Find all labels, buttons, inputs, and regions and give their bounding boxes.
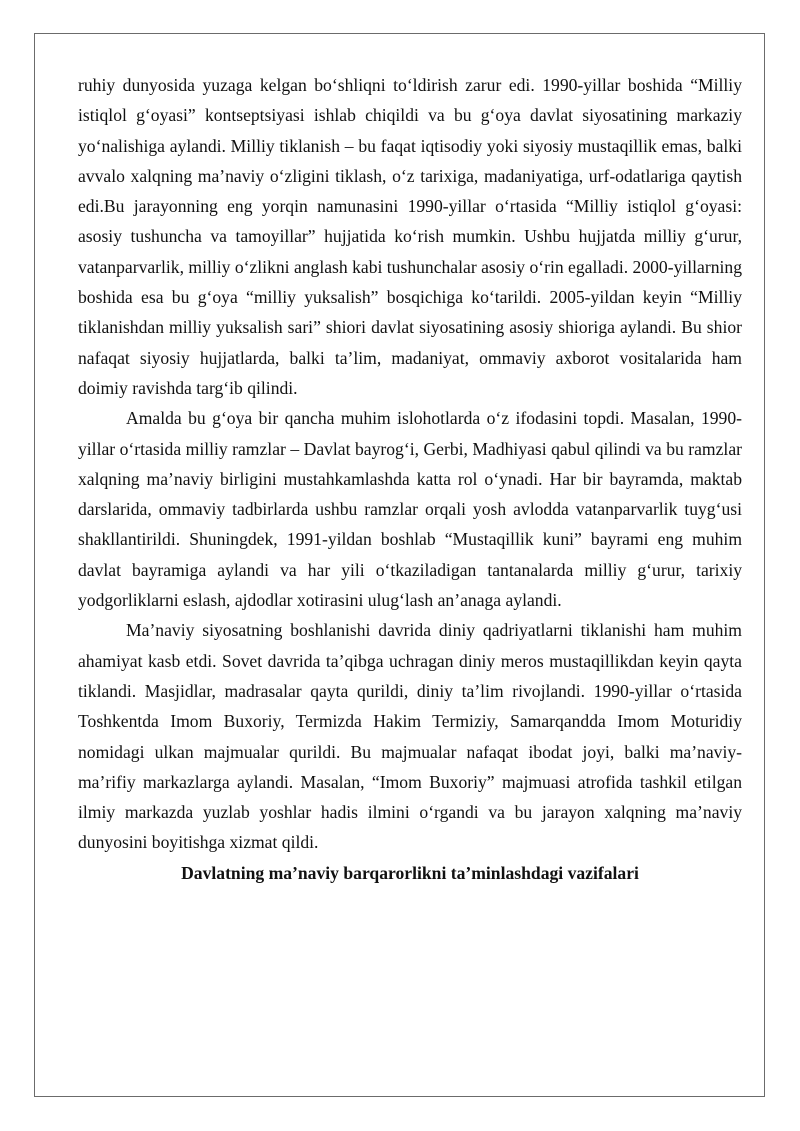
paragraph-national-symbols: Amalda bu g‘oya bir qancha muhim islohotlarda o‘z ifodasini topdi. Masalan, 1990-yillar o‘rtasida milliy ramzlar – Davlat bayrog‘i, Gerbi, Madhiyasi qabul qilindi va bu ramzlar xalqning ma’naviy birligini mustahkamlashda katta rol o‘ynadi. Har bir bayramda, maktab darslarida, ommaviy tadbirlarda ushbu ramzlar orqali yosh avlodda vatanparvarlik tuyg‘usi shakllantirildi. Shuningdek, 1991-yildan boshlab “Mustaqillik kuni” bayrami eng muhim davlat bayramiga aylandi va har yili o‘tkaziladigan tantanalarda milliy g‘urur, tarixiy yodgorliklarni eslash, ajdodlar xotirasini ulug‘lash an’anaga aylandi. xyxy=(78,408,742,611)
document-body xyxy=(78,70,742,888)
section-heading: Davlatning ma’naviy barqarorlikni ta’minlashdagi vazifalari xyxy=(181,862,639,883)
paragraph-religious-values: Ma’naviy siyosatning boshlanishi davrida diniy qadriyatlarni tiklanishi ham muhim ahamiyat kasb etdi. Sovet davrida ta’qibga uchragan diniy meros mustaqillikdan keyin qayta tiklandi. Masjidlar, madrasalar qayta qurildi, diniy ta’lim rivojlandi. 1990-yillar o‘rtasida Toshkentda Imom Buxoriy, Termizda Hakim Termiziy, Samarqandda Imom Moturidiy nomidagi ulkan majmualar qurildi. Bu majmualar nafaqat ibodat joyi, balki ma’naviy-ma’rifiy markazlarga aylandi. Masalan, “Imom Buxoriy” majmuasi atrofida tashkil etilgan ilmiy markazda yuzlab yoshlar hadis ilmini o‘rgandi va bu jarayon xalqning ma’naviy dunyosini boyitishga xizmat qildi. xyxy=(78,620,742,853)
paragraph-continuation: ruhiy dunyosida yuzaga kelgan bo‘shliqni to‘ldirish zarur edi. 1990-yillar boshida “Milliy istiqlol g‘oyasi” kontseptsiyasi ishlab chiqildi va bu g‘oya davlat siyosatining markaziy yo‘nalishiga aylandi. Milliy tiklanish – bu faqat iqtisodiy yoki siyosiy mustaqillik emas, balki avvalo xalqning ma’naviy o‘zligini tiklash, o‘z tarixiga, madaniyatiga, urf-odatlariga qaytish edi.Bu jarayonning eng yorqin namunasini 1990-yillar o‘rtasida “Milliy istiqlol g‘oyasi: asosiy tushuncha va tamoyillar” hujjatida ko‘rish mumkin. Ushbu hujjatda milliy g‘urur, vatanparvarlik, milliy o‘zlikni anglash kabi tushunchalar asosiy o‘rin egalladi. 2000-yillarning boshida esa bu g‘oya “milliy yuksalish” bosqichiga ko‘tarildi. 2005-yildan keyin “Milliy tiklanishdan milliy yuksalish sari” shiori davlat siyosatining asosiy shioriga aylandi. Bu shior nafaqat siyosiy hujjatlarda, balki ta’lim, madaniyat, ommaviy axborot vositalarida ham doimiy ravishda targ‘ib qilindi. xyxy=(78,75,742,398)
